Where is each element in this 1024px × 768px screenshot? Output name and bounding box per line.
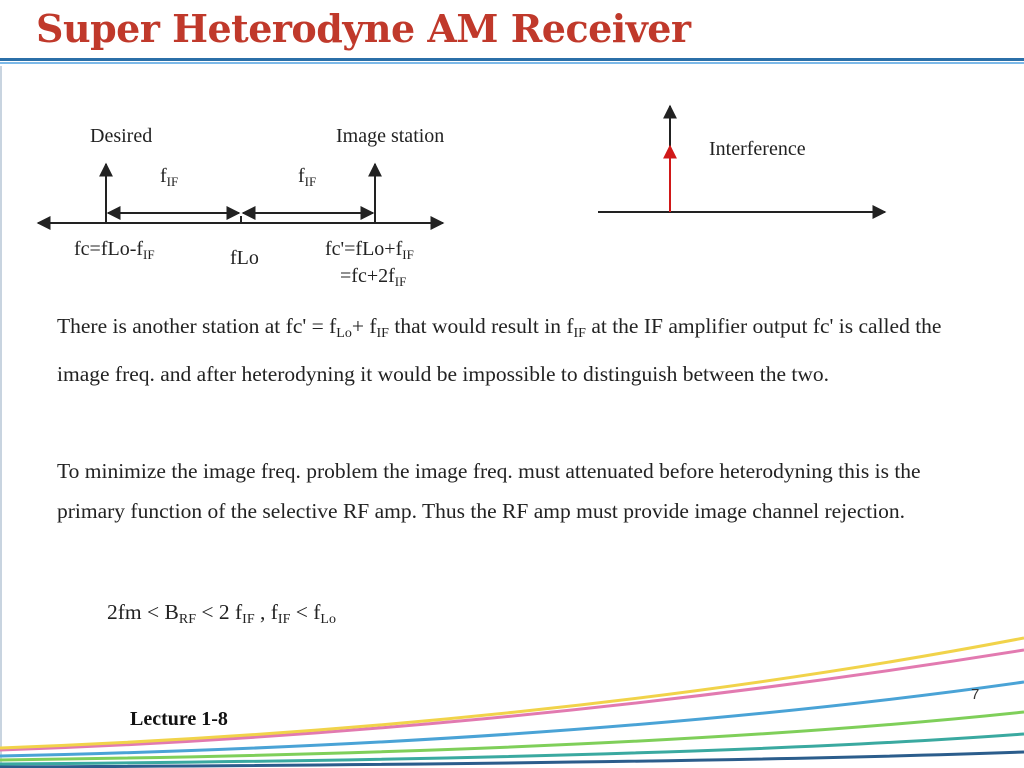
slide-title: Super Heterodyne AM Receiver <box>36 6 691 51</box>
bandwidth-formula: $2fm < B_{RF} < 2$ $f_{IF}$ , $f_{IF} < f_{Lo}$ <box>107 600 336 627</box>
flo-label: fLo <box>230 247 259 269</box>
swoosh-navy <box>0 752 1024 767</box>
desired-label: Desired <box>90 125 153 147</box>
image-station-label: Image station <box>336 125 445 147</box>
page-number: 7 <box>971 686 980 703</box>
decorative-swooshes <box>0 630 1024 768</box>
paragraph-image-frequency: There is another station at $fc' = f_{Lo}+ f_{IF}$ that would result in $f_{IF}$ at the IF amplifier output fc' is called the image freq. and after heterodyning it would be impossible to distinguish between the two. <box>57 314 942 386</box>
fc-label: $fc=fLo-f_{IF}$ <box>74 238 155 262</box>
fc-prime-line1: $fc'=fLo+f_{IF}$ <box>325 238 414 262</box>
paragraph-image-rejection: To minimize the image freq. problem the image freq. must attenuated before heterodyning this is the primary function of the selective RF amp. Thus the RF amp must provide image channel rejection. <box>57 459 921 523</box>
swoosh-yellow <box>0 638 1024 748</box>
frequency-diagram <box>0 0 1024 300</box>
swoosh-teal <box>0 734 1024 764</box>
fif-left-label: $f_{IF}$ <box>160 165 179 189</box>
fif-right-label: $f_{IF}$ <box>298 165 317 189</box>
fc-prime-line2: $=fc+2f_{IF}$ <box>340 265 407 289</box>
lecture-label: Lecture 1-8 <box>130 708 228 730</box>
interference-label: Interference <box>709 138 806 160</box>
